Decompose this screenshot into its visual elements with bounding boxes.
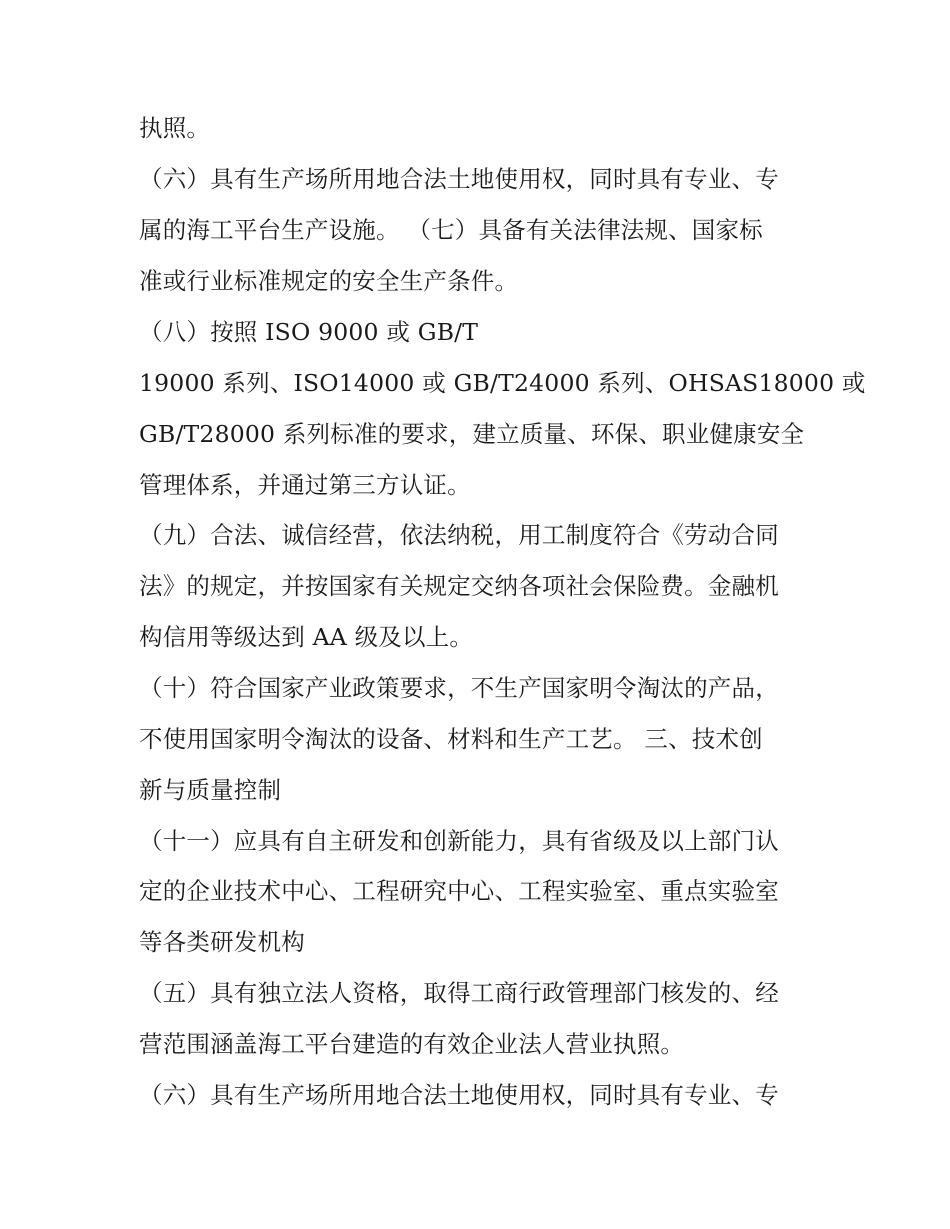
- text-line: 属的海工平台生产设施。 （七）具备有关法律法规、国家标: [139, 216, 763, 244]
- text-line: 营范围涵盖海工平台建造的有效企业法人营业执照。: [139, 1030, 685, 1058]
- text-line: （五）具有独立法人资格，取得工商行政管理部门核发的、经: [139, 979, 779, 1007]
- text-line: 不使用国家明令淘汰的设备、材料和生产工艺。 三、技术创: [139, 725, 763, 753]
- text-line: （八）按照 ISO 9000 或 GB/T: [139, 318, 479, 346]
- text-line: 管理体系，并通过第三方认证。: [139, 471, 471, 499]
- text-line: （十一）应具有自主研发和创新能力，具有省级及以上部门认: [139, 827, 779, 855]
- text-line: 构信用等级达到 AA 级及以上。: [139, 623, 474, 651]
- text-line: 法》的规定，并按国家有关规定交纳各项社会保险费。金融机: [139, 572, 779, 600]
- text-line: 准或行业标准规定的安全生产条件。: [139, 267, 519, 295]
- text-line: （九）合法、诚信经营，依法纳税，用工制度符合《劳动合同: [139, 521, 779, 549]
- text-line: 等各类研发机构: [139, 928, 305, 956]
- text-line: （十）符合国家产业政策要求，不生产国家明令淘汰的产品，: [139, 674, 779, 702]
- text-line: 新与质量控制: [139, 776, 282, 804]
- text-line: 19000 系列、ISO14000 或 GB/T24000 系列、OHSAS18000 或: [139, 369, 866, 397]
- text-line: （六）具有生产场所用地合法土地使用权，同时具有专业、专: [139, 1081, 779, 1109]
- text-line: 定的企业技术中心、工程研究中心、工程实验室、重点实验室: [139, 877, 779, 905]
- text-line: （六）具有生产场所用地合法土地使用权，同时具有专业、专: [139, 165, 779, 193]
- text-line: 执照。: [139, 114, 211, 142]
- text-line: GB/T28000 系列标准的要求，建立质量、环保、职业健康安全: [139, 420, 805, 448]
